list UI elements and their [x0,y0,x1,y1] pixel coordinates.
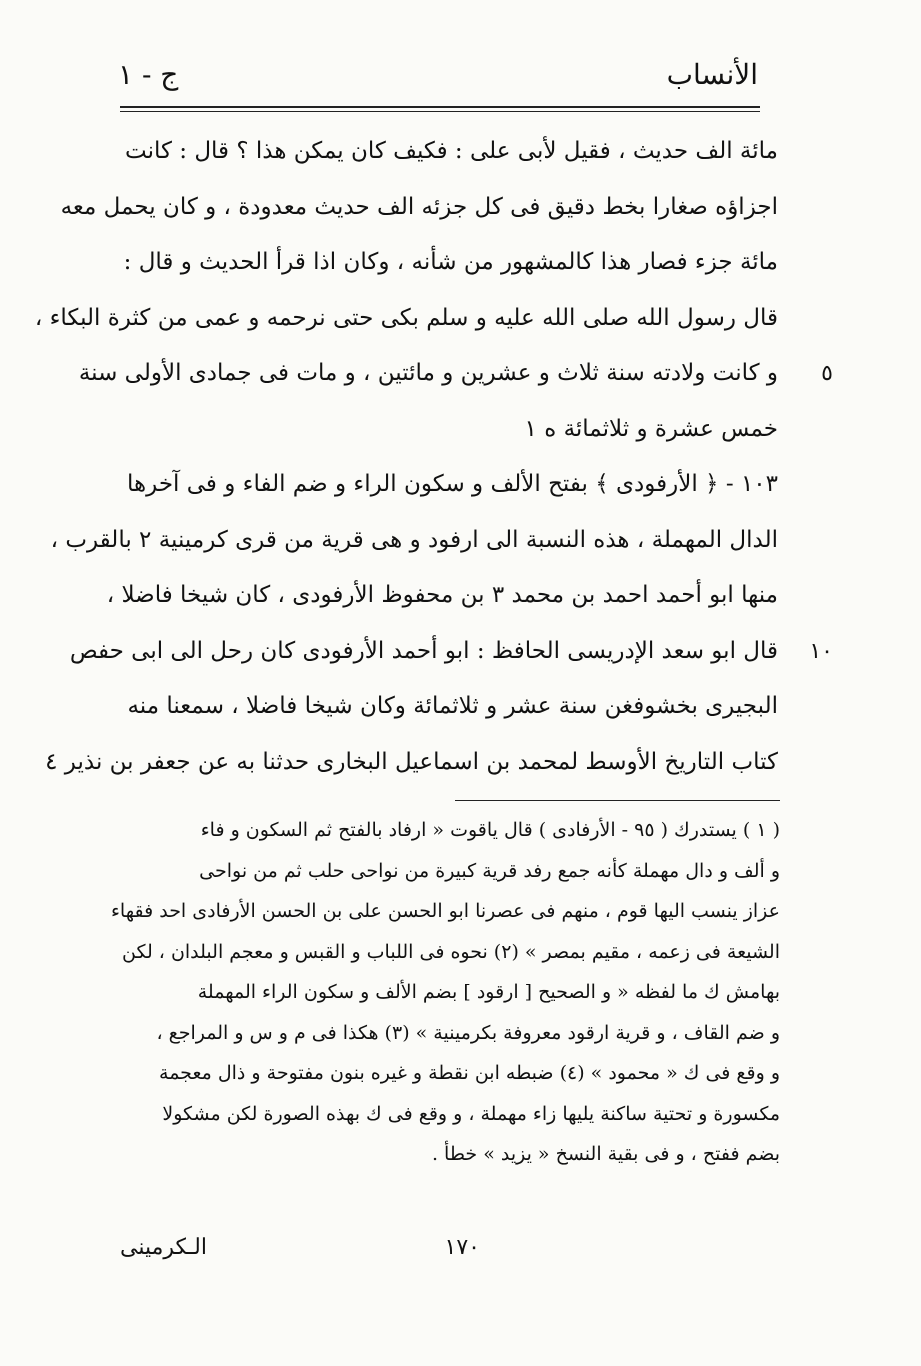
volume-label: ج - ١ [118,58,179,91]
text-line-content: كتاب التاريخ الأوسط لمحمد بن اسماعيل البخارى حدثنا به عن جعفر بن نذير ٤ [45,748,778,775]
text-line-content: منها ابو أحمد احمد بن محمد ٣ بن محفوظ الأرفودى ، كان شيخا فاضلا ، [106,582,778,608]
line-number: ١٠ [809,638,833,664]
footnotes [111,810,780,1175]
text-line [118,457,778,513]
running-title: الأنساب [666,58,758,91]
text-line-content: اجزاؤه صغارا بخط دقيق فى كل جزئه الف حديث معدودة ، و كان يحمل معه [60,193,778,220]
footnote-line: بهامش ك ما لفظه « و الصحيح [ ارقود ] بضم الألف و سكون الراء المهملة [197,981,780,1003]
text-line [69,624,833,680]
header-rule [120,106,760,108]
text-line-content: ١٠٣ - ﴿ الأرفودى ﴾ بفتح الألف و سكون الراء و ضم الفاء و فى آخرها [127,471,778,497]
text-line [78,346,833,402]
text-line [60,180,778,236]
text-line-content: قال ابو سعد الإدريسى الحافظ : ابو أحمد الأرفودى كان رحل الى ابى حفص [69,637,778,664]
text-line-content: و كانت ولادته سنة ثلاث و عشرين و مائتين ، و مات فى جمادى الأولى سنة [78,360,778,386]
text-line [34,291,778,347]
text-line [118,402,778,458]
text-line-content: مائة الف حديث ، فقيل لأبى على : فكيف كان يمكن هذا ؟ قال : كانت [125,138,778,164]
text-line-content: قال رسول الله صلى الله عليه و سلم بكى حتى نرحمه و عمى من كثرة البكاء ، [34,304,778,331]
line-number: ٥ [821,361,833,386]
text-line [106,568,778,624]
footnote-line: عزاز ينسب اليها قوم ، منهم فى عصرنا ابو الحسن على بن الحسن الأرفادى احد فقهاء [111,900,780,922]
text-line-content: الدال المهملة ، هذه النسبة الى ارفود و هى قرية من قرى كرمينية ٢ بالقرب ، [50,526,778,553]
page-footer [120,1235,780,1275]
text-line-content: البجيرى بخشوفغن سنة عشر و ثلاثمائة وكان شيخا فاضلا ، سمعنا منه [127,693,778,719]
footnote-line: و ألف و دال مهملة كأنه جمع رفد قرية كبيرة من نواحى حلب ثم من نواحى [199,859,780,882]
catchword: الـكرمينى [120,1235,207,1260]
text-line [118,235,778,291]
header-rule-thin [120,111,760,112]
footnote-line: بضم ففتح ، و فى بقية النسخ « يزيد » خطأ . [431,1143,780,1165]
text-line [45,735,778,791]
text-line [118,679,778,735]
main-text [34,124,833,790]
footnote-separator [455,800,780,801]
footnote-line: مكسورة و تحتية ساكنة يليها زاء مهملة ، و وقع فى ك بهذه الصورة لكن مشكولا [162,1102,780,1125]
running-header [118,58,758,98]
text-line [50,513,778,569]
text-line-content: خمس عشرة و ثلاثمائة ه ١ [524,415,778,442]
footnote-line: ( ١ ) يستدرك ( ٩٥ - الأرفادى ) قال ياقوت « ارفاد بالفتح ثم السكون و فاء [200,819,780,841]
text-line-content: مائة جزء فصار هذا كالمشهور من شأنه ، وكان اذا قرأ الحديث و قال : [123,249,778,275]
page-number: ١٧٠ [444,1235,480,1260]
footnote-line: و ضم القاف ، و قرية ارقود معروفة بكرمينية » (٣) هكذا فى م و س و المراجع ، [156,1021,780,1044]
footnote-line: الشيعة فى زعمه ، مقيم بمصر » (٢) نحوه فى اللباب و القبس و معجم البلدان ، لكن [121,940,780,963]
text-line [118,124,778,180]
footnote-line: و وقع فى ك « محمود » (٤) ضبطه ابن نقطة و غيره بنون مفتوحة و ذال معجمة [159,1062,780,1084]
